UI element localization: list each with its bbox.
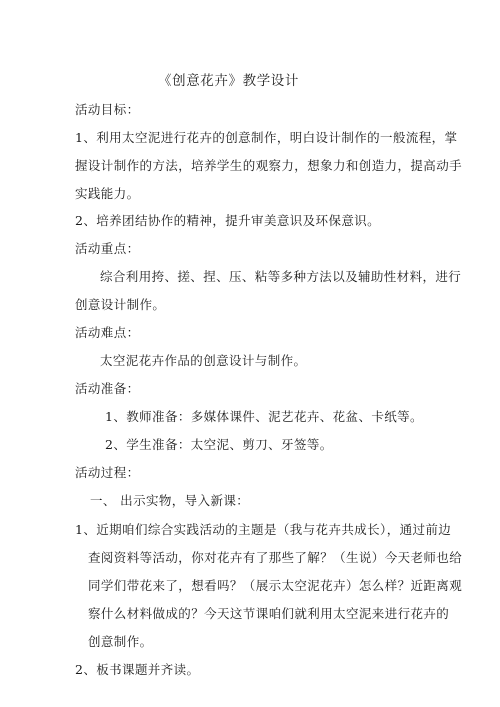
difficulty-heading: 活动难点： [75,325,140,340]
goal1-line3: 实践能力。 [75,186,140,201]
prep-teacher: 1、教师准备：多媒体课件、泥艺花卉、花盆、卡纸等。 [105,409,423,424]
document-title: 《创意花卉》教学设计 [158,73,299,89]
step1-heading: 一、 出示实物，导入新课： [90,493,250,508]
para1-line2: 查阅资料等活动，你对花卉有了那些了解？（生说）今天老师也给 [88,550,463,565]
para2: 2、板书课题并齐读。 [75,662,200,677]
process-heading: 活动过程： [75,465,140,480]
key-heading: 活动重点： [75,241,140,256]
prep-student: 2、学生准备：太空泥、剪刀、牙签等。 [105,437,333,452]
difficulty-line1: 太空泥花卉作品的创意设计与制作。 [100,353,307,368]
para1-line5: 创意制作。 [88,634,153,649]
key-line1: 综合利用挎、搓、捏、压、粘等多种方法以及辅助性材料，进行 [100,269,462,284]
para1-line4: 察什么材料做成的？今天这节课咱们就利用太空泥来进行花卉的 [88,606,450,621]
para1-line3: 同学们带花来了，想看吗？（展示太空泥花卉）怎么样？近距离观 [88,578,463,593]
goal1-line1: 1、利用太空泥进行花卉的创意制作，明白设计制作的一般流程，掌 [75,130,458,145]
key-line2: 创意设计制作。 [75,297,166,312]
para1-line1: 1、近期咱们综合实践活动的主题是（我与花卉共成长），通过前边 [75,522,452,537]
goal2: 2、培养团结协作的精神，提升审美意识及环保意识。 [75,213,381,228]
goal1-line2: 握设计制作的方法，培养学生的观察力，想象力和创造力，提高动手 [75,158,463,173]
goals-heading: 活动目标： [75,102,140,117]
prep-heading: 活动准备： [75,381,140,396]
